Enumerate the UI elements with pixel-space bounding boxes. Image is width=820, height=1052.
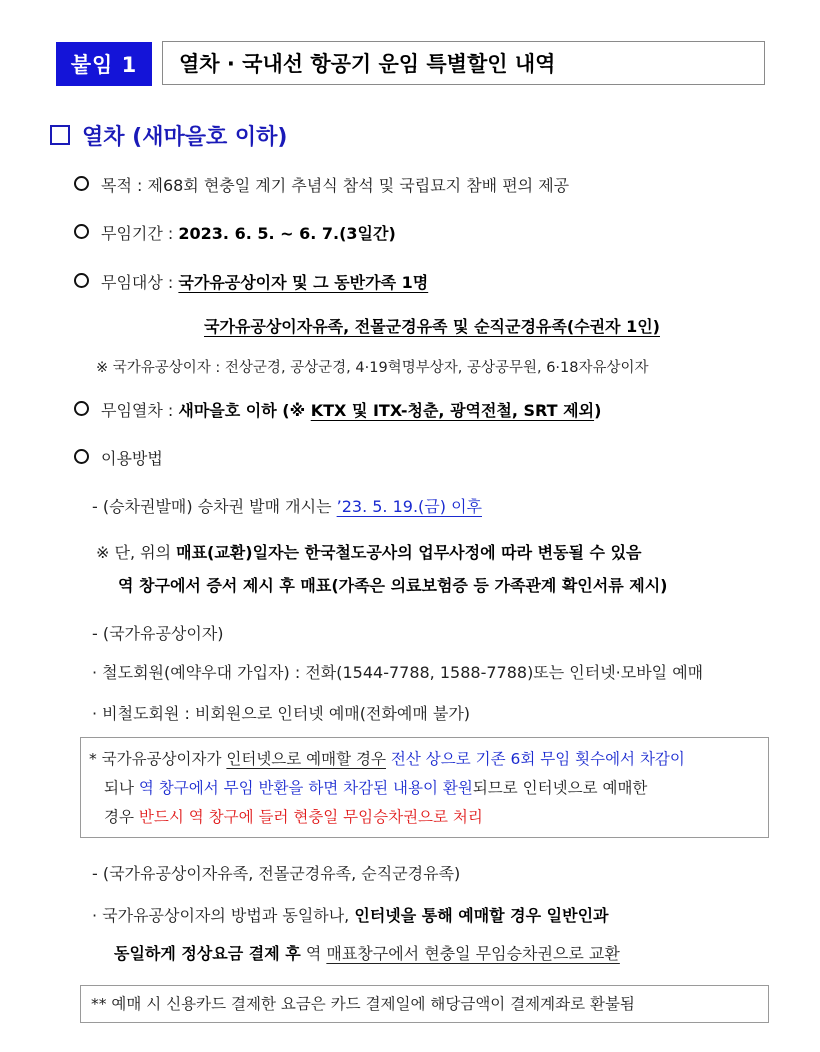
target-line2: 국가유공상이자유족, 전몰군경유족 및 순직군경유족(수권자 1인) bbox=[204, 317, 660, 336]
purpose-label: 목적 : bbox=[101, 176, 148, 195]
target-line2-row bbox=[204, 314, 660, 337]
note-text-underlined: 인터넷으로 예매할 경우 bbox=[226, 750, 386, 768]
target-note: ※ 국가유공상이자 : 전상군경, 공상군경, 4·19혁명부상자, 공상공무원, 6·18자유상이자 bbox=[96, 360, 649, 376]
purpose-value: 제68회 현충일 계기 추념식 참석 및 국립묘지 참배 편의 제공 bbox=[147, 176, 570, 195]
train-excluded: KTX 및 ITX-청춘, 광역전철, SRT 제외 bbox=[310, 401, 595, 420]
family-text-underlined: 매표창구에서 현충일 무임승차권으로 교환 bbox=[326, 944, 620, 963]
family-line1 bbox=[92, 903, 608, 926]
period-line bbox=[74, 221, 396, 244]
internet-booking-note bbox=[80, 737, 769, 838]
circle-bullet-icon bbox=[74, 273, 89, 288]
caution-prefix: ※ 단, 위의 bbox=[96, 543, 177, 562]
note-text: * 국가유공상이자가 bbox=[89, 750, 227, 768]
family-heading: - (국가유공상이자유족, 전몰군경유족, 순직군경유족) bbox=[92, 864, 461, 883]
usage-label: 이용방법 bbox=[101, 449, 163, 468]
caution-line1 bbox=[96, 540, 642, 563]
ticket-date: ’23. 5. 19.(금) 이후 bbox=[336, 497, 482, 516]
veteran-item1: · 철도회원(예약우대 가입자) : 전화(1544-7788, 1588-7788)또는 인터넷·모바일 예매 bbox=[92, 663, 704, 682]
train-value: 새마을호 이하 bbox=[178, 401, 277, 420]
veteran-item2: · 비철도회원 : 비회원으로 인터넷 예매(전화예매 불가) bbox=[92, 704, 471, 723]
note-text: 되므로 인터넷으로 예매한 bbox=[472, 779, 648, 797]
checkbox-square-icon bbox=[50, 125, 70, 145]
note-text-blue: 전산 상으로 기존 6회 무임 횟수에서 차감이 bbox=[385, 750, 685, 768]
ticket-prefix: - (승차권발매) 승차권 발매 개시는 bbox=[92, 497, 337, 516]
period-label: 무임기간 : bbox=[101, 224, 179, 243]
note-row-3 bbox=[89, 803, 760, 832]
section-heading bbox=[50, 120, 287, 151]
purpose-line bbox=[74, 173, 569, 196]
ticket-line bbox=[92, 494, 482, 517]
refund-note: ** 예매 시 신용카드 결제한 요금은 카드 결제일에 해당금액이 결제계좌로 환불됨 bbox=[80, 985, 769, 1023]
target-line bbox=[74, 270, 428, 293]
document-title-box bbox=[162, 41, 765, 85]
period-value: 2023. 6. 5. ~ 6. 7.(3일간) bbox=[178, 224, 396, 243]
veteran-heading: - (국가유공상이자) bbox=[92, 624, 224, 643]
caution-line2: 역 창구에서 증서 제시 후 매표(가족은 의료보험증 등 가족관계 확인서류 제시) bbox=[118, 576, 668, 595]
attachment-badge: 붙임 1 bbox=[56, 42, 152, 86]
usage-line bbox=[74, 446, 163, 469]
circle-bullet-icon bbox=[74, 176, 89, 191]
train-paren-open: (※ bbox=[276, 401, 311, 420]
train-line bbox=[74, 398, 601, 421]
train-paren-close: ) bbox=[594, 401, 602, 420]
family-text: 역 bbox=[300, 944, 327, 963]
note-row-1 bbox=[89, 745, 760, 774]
circle-bullet-icon bbox=[74, 401, 89, 416]
caution-text: 매표(교환)일자는 한국철도공사의 업무사정에 따라 변동될 수 있음 bbox=[176, 543, 642, 562]
document-title: 열차 · 국내선 항공기 운임 특별할인 내역 bbox=[179, 52, 556, 76]
train-label: 무임열차 : bbox=[101, 401, 179, 420]
family-text-bold: 동일하게 정상요금 결제 후 bbox=[114, 944, 301, 963]
note-text-red: 반드시 역 창구에 들러 현충일 무임승차권으로 처리 bbox=[138, 808, 483, 826]
note-text: 경우 bbox=[104, 808, 139, 826]
circle-bullet-icon bbox=[74, 449, 89, 464]
family-line2 bbox=[114, 941, 620, 964]
family-text-bold: 인터넷을 통해 예매할 경우 일반인과 bbox=[354, 906, 609, 925]
note-row-2 bbox=[89, 774, 760, 803]
section-title: 열차 (새마을호 이하) bbox=[82, 125, 288, 150]
circle-bullet-icon bbox=[74, 224, 89, 239]
family-text: · 국가유공상이자의 방법과 동일하나, bbox=[92, 906, 355, 925]
target-line1: 국가유공상이자 및 그 동반가족 1명 bbox=[178, 273, 429, 292]
target-label: 무임대상 : bbox=[101, 273, 179, 292]
note-text: 되나 bbox=[104, 779, 139, 797]
note-text-blue: 역 창구에서 무임 반환을 하면 차감된 내용이 환원 bbox=[138, 779, 473, 797]
